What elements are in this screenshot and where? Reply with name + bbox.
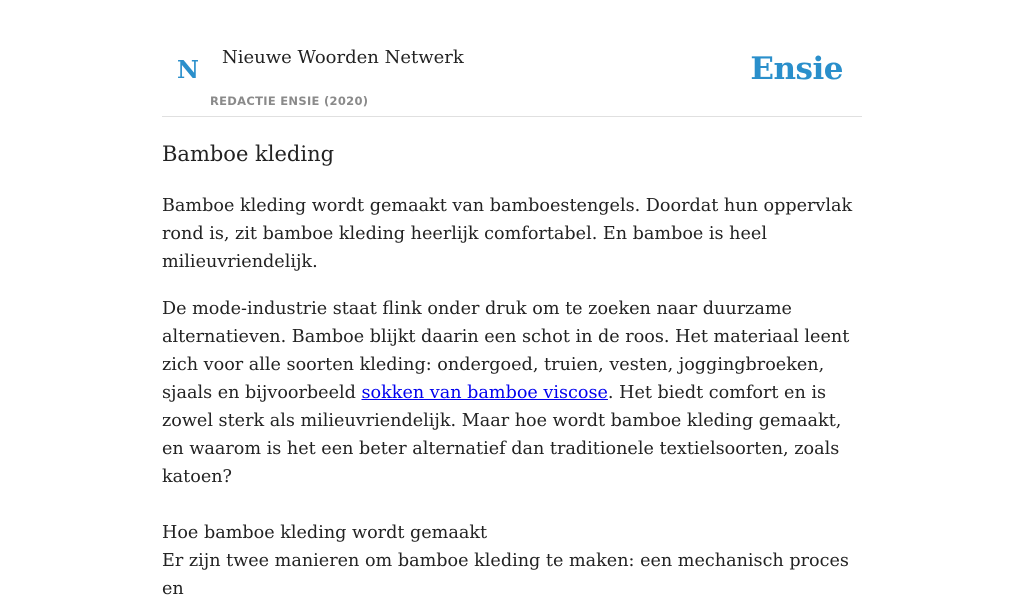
paragraph-text: . Het biedt comfort en is zowel sterk als milieuvriendelijk. Maar hoe wordt bamboe kleding gemaakt, en waarom is het een beter alternatief dan traditionele textielsoorten, zoals katoen? xyxy=(162,383,842,487)
article-paragraph: Er zijn twee manieren om bamboe kleding te maken: een mechanisch proces en xyxy=(162,551,849,599)
ensie-brand-logo[interactable]: Ensie xyxy=(750,51,843,87)
site-header xyxy=(162,0,862,117)
article-title: Bamboe kleding xyxy=(162,142,335,166)
article-byline: REDACTIE ENSIE (2020) xyxy=(210,94,369,108)
site-title[interactable]: Nieuwe Woorden Netwerk xyxy=(222,47,464,68)
section-heading: Hoe bamboe kleding wordt gemaakt xyxy=(162,523,488,543)
article-paragraph: Bamboe kleding wordt gemaakt van bamboestengels. Doordat hun oppervlak rond is, zit bamboe kleding heerlijk comfortabel. En bamboe is heel milieuvriendelijk. xyxy=(162,196,853,272)
site-logo-icon[interactable]: N xyxy=(177,55,199,84)
bamboe-sokken-link[interactable]: sokken van bamboe viscose xyxy=(361,383,608,403)
article-content xyxy=(162,138,862,603)
article-paragraph xyxy=(162,295,862,491)
paragraph-text: De mode-industrie staat flink onder druk om te zoeken naar duurzame alternatieven. Bamboe blijkt daarin een schot in de roos. Het materiaal leent zich voor alle soorten kleding: ondergoed, truien, vesten, joggingbroeken, sjaals en bijvoorbeeld xyxy=(162,299,850,403)
